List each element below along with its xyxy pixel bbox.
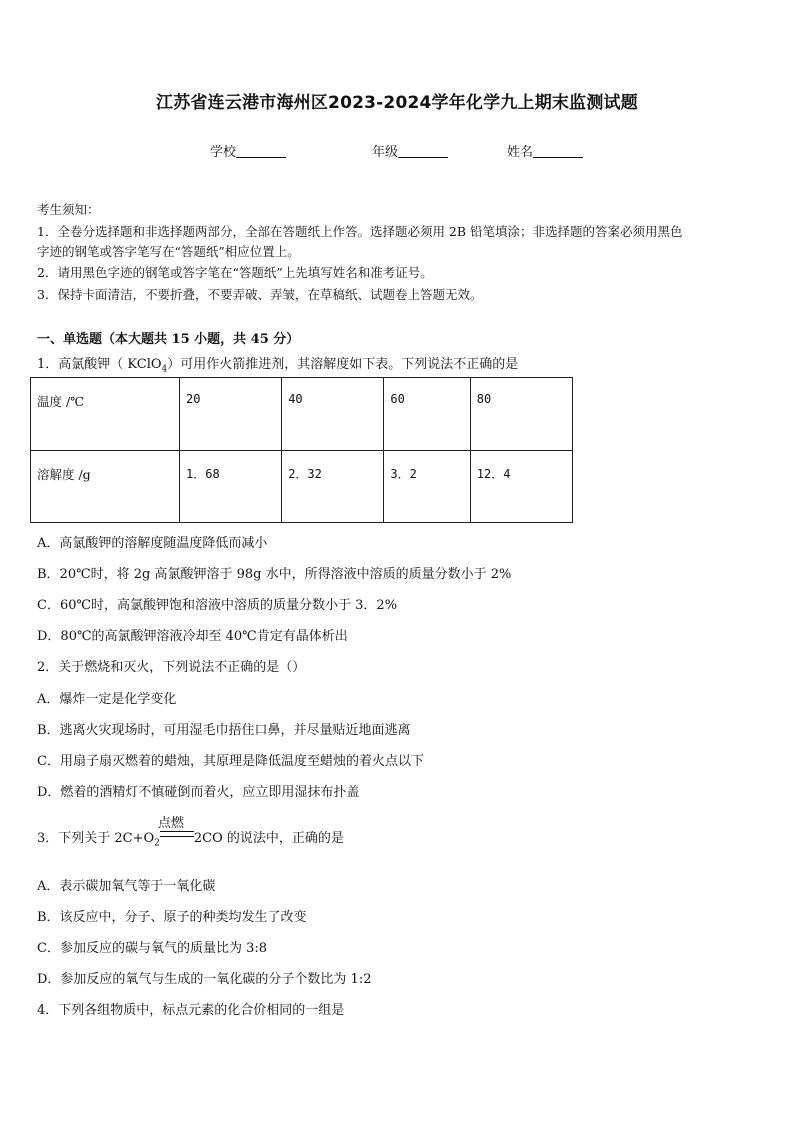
q3-option-b: B．该反应中，分子、原子的种类均发生了改变: [37, 910, 307, 925]
equals-sign-icon: [160, 831, 194, 837]
table-cell-temp-label: 温度 /℃: [31, 378, 180, 451]
q1-stem-part2: ）可用作火箭推进剂，其溶解度如下表。下列说法不正确的是: [167, 357, 519, 372]
table-cell: 60: [384, 378, 470, 451]
q3-stem-suffix: 的说法中，正确的是: [222, 831, 344, 846]
q3-stem-subscript: 2: [154, 838, 160, 849]
question-4-stem: 4．下列各组物质中，标点元素的化合价相同的一组是: [37, 1003, 345, 1018]
grade-label: 年级: [372, 145, 399, 160]
table-cell: 80: [470, 378, 572, 451]
question-3-stem: [37, 816, 344, 849]
page-title: 江苏省连云港市海州区2023-2024学年化学九上期末监测试题: [156, 93, 638, 113]
name-field: [507, 141, 583, 160]
q2-option-b: B．逃离火灾现场时，可用湿毛巾捂住口鼻，并尽量贴近地面逃离: [37, 723, 411, 738]
q3-option-a: A．表示碳加氧气等于一氧化碳: [37, 879, 216, 894]
notice-item-3: 3．保持卡面清洁，不要折叠，不要弄破、弄皱，在草稿纸、试题卷上答题无效。: [37, 287, 483, 302]
grade-field: [372, 141, 448, 160]
question-2-stem: 2．关于燃烧和灭火，下列说法不正确的是（）: [37, 660, 306, 675]
name-blank: [533, 145, 583, 158]
notice-item-1: 1．全卷分选择题和非选择题两部分，全部在答题纸上作答。选择题必须用 2B 铅笔填涂；非选择题的答案必须用黑色: [37, 224, 683, 239]
q3-stem-prefix: 3．下列关于 2C+O: [37, 831, 155, 846]
q2-option-a: A．爆炸一定是化学变化: [37, 692, 177, 707]
table-cell: 12．4: [470, 450, 572, 523]
q1-stem-part1: 1．高氯酸钾（ KClO: [37, 357, 162, 372]
table-cell: 1．68: [180, 450, 282, 523]
name-label: 姓名: [507, 145, 534, 160]
q3-option-c: C．参加反应的碳与氧气的质量比为 3:8: [37, 941, 268, 956]
q2-option-d: D．燃着的酒精灯不慎碰倒而着火，应立即用湿抹布扑盖: [37, 785, 360, 800]
grade-blank: [398, 145, 448, 158]
q1-option-b: B．20℃时，将 2g 高氯酸钾溶于 98g 水中，所得溶液中溶质的质量分数小于 2%: [37, 567, 512, 582]
q3-product: 2CO: [193, 831, 223, 846]
school-field: [210, 141, 286, 160]
table-row-solubility: [31, 450, 573, 523]
solubility-table: [30, 377, 573, 523]
notice-heading: 考生须知：: [37, 202, 100, 217]
q2-option-c: C．用扇子扇灭燃着的蜡烛，其原理是降低温度至蜡烛的着火点以下: [37, 754, 424, 769]
notice-item-2: 2．请用黑色字迹的钢笔或答字笔在“答题纸”上先填写姓名和准考证号。: [37, 265, 433, 280]
notice-item-1-cont: 字迹的钢笔或答字笔写在“答题纸”相应位置上。: [37, 244, 300, 259]
table-cell: 40: [282, 378, 384, 451]
q1-option-c: C．60℃时，高氯酸钾饱和溶液中溶质的质量分数小于 3．2%: [37, 598, 398, 613]
q1-option-a: A．高氯酸钾的溶解度随温度降低而减小: [37, 536, 268, 551]
reaction-arrow: [157, 816, 194, 842]
table-cell: 3．2: [384, 450, 470, 523]
q1-option-d: D．80℃的高氯酸钾溶液冷却至 40℃肯定有晶体析出: [37, 629, 348, 644]
reaction-condition: 点燃: [157, 816, 184, 831]
table-cell-solubility-label: 溶解度 /g: [31, 450, 180, 523]
table-row-temperature: [31, 378, 573, 451]
section-heading: 一、单选题（本大题共 15 小题，共 45 分）: [37, 332, 300, 347]
table-cell: 2．32: [282, 450, 384, 523]
question-1-stem: [37, 353, 518, 375]
school-blank: [236, 145, 286, 158]
q3-option-d: D．参加反应的氧气与生成的一氧化碳的分子个数比为 1:2: [37, 972, 372, 987]
school-label: 学校: [210, 145, 237, 160]
q1-stem-subscript: 4: [161, 364, 168, 375]
table-cell: 20: [180, 378, 282, 451]
